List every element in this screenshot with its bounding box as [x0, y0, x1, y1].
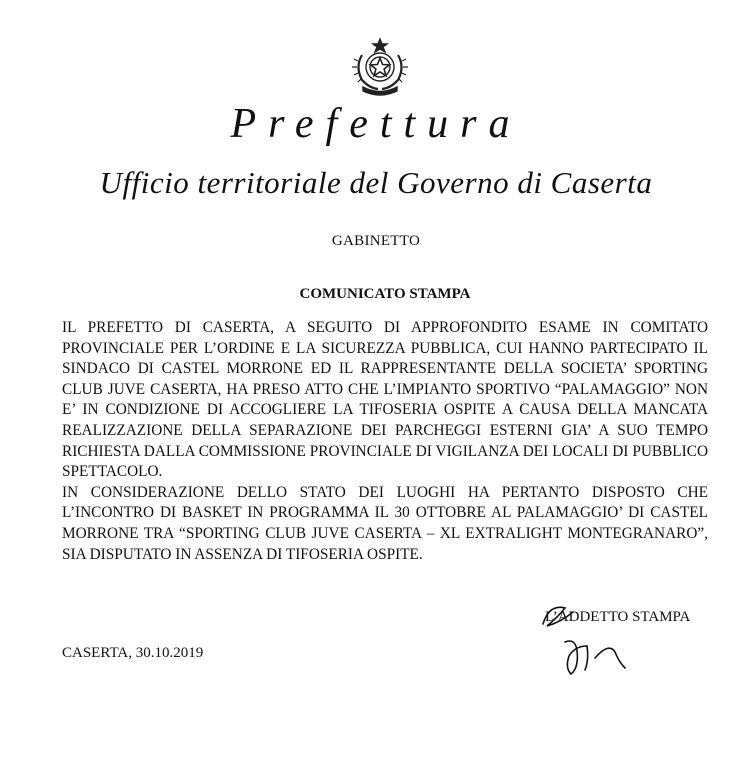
document-heading: COMUNICATO STAMPA	[299, 286, 471, 302]
date-line: CASERTA, 30.10.2019	[62, 645, 204, 661]
handwritten-signature-icon	[535, 598, 635, 684]
signatory-role: L’ADDETTO STAMPA	[545, 609, 691, 625]
body-paragraph: IL PREFETTO DI CASERTA, A SEGUITO DI APPROFONDITO ESAME IN COMITATO PROVINCIALE PER L’ORDINE E LA SICUREZZA PUBBLICA, CUI HANNO PARTECIPATO IL SINDACO DI CASTEL MORRONE ED IL RAPPRESENTANTE DELLA SOCIETA’ SPORTING CLUB JUVE CASERTA, HA PRESO ATTO CHE L’IMPIANTO SPORTIVO “PALAMAGGIO” NON E’ IN CONDIZIONE DI ACCOGLIERE LA TIFOSERIA OSPITE A CAUSA DELLA MANCATA REALIZZAZIONE DELLA SEPARAZIONE DEI PARCHEGGI ESTERNI GIA’ A SUO TEMPO RICHIESTA DALLA COMMISSIONE PROVINCIALE DI VIGILANZA DEI LOCALI DI PUBBLICO SPETTACOLO.	[62, 319, 708, 481]
institution-title: Prefettura	[230, 101, 522, 147]
italian-republic-emblem-icon	[345, 33, 415, 99]
press-release-body	[62, 318, 708, 565]
department-label: GABINETTO	[331, 233, 421, 249]
office-title: Ufficio territoriale del Governo di Caserta	[99, 165, 653, 200]
body-paragraph: IN CONSIDERAZIONE DELLO STATO DEI LUOGHI HA PERTANTO DISPOSTO CHE L’INCONTRO DI BASKET IN PROGRAMMA IL 30 OTTOBRE AL PALAMAGGIO’ DI CASTEL MORRONE TRA “SPORTING CLUB JUVE CASERTA – XL EXTRALIGHT MONTEGRANARO”, SIA DISPUTATO IN ASSENZA DI TIFOSERIA OSPITE.	[62, 483, 708, 563]
